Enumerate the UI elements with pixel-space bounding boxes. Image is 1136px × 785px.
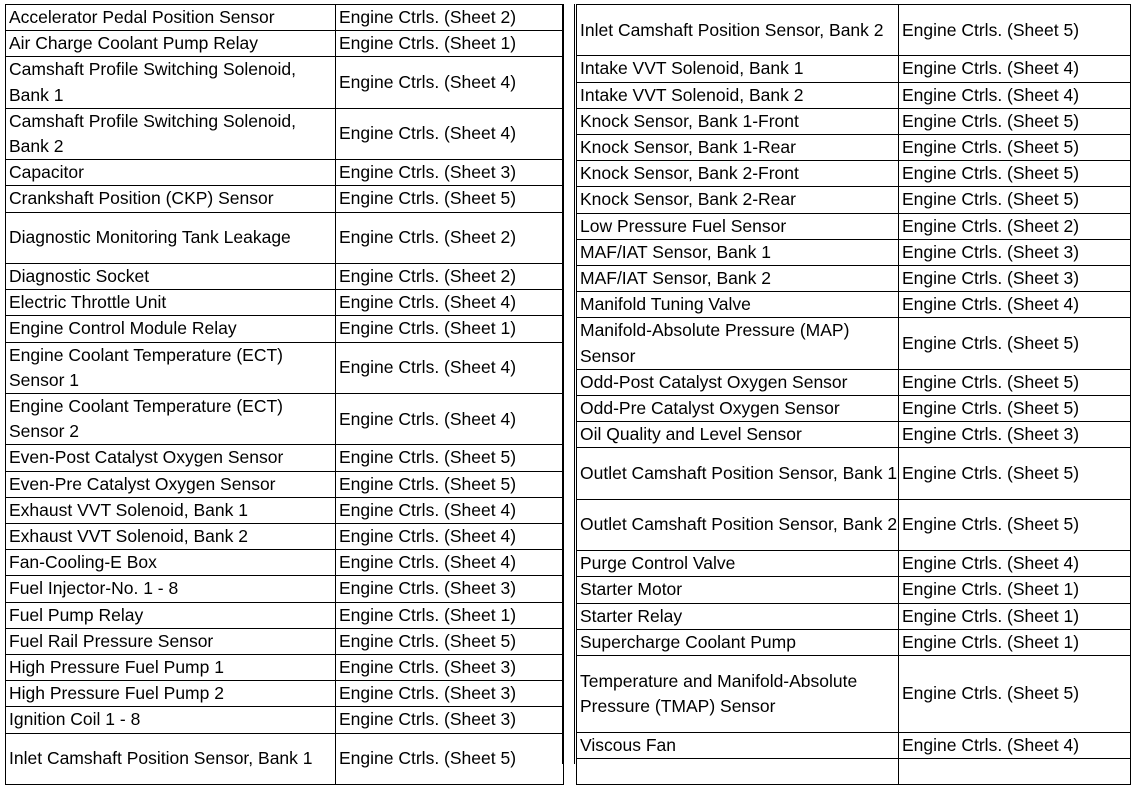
component-name-cell: Exhaust VVT Solenoid, Bank 2 xyxy=(6,524,336,550)
component-name-cell: Crankshaft Position (CKP) Sensor xyxy=(6,186,336,212)
table-row xyxy=(577,732,1131,758)
table-row xyxy=(6,733,564,784)
table-row xyxy=(6,655,564,681)
component-name-cell: Starter Motor xyxy=(577,577,899,603)
table-row xyxy=(6,394,564,445)
sheet-location-cell: Engine Ctrls. (Sheet 4) xyxy=(336,550,564,576)
table-row xyxy=(6,342,564,393)
sheet-location-cell: Engine Ctrls. (Sheet 1) xyxy=(899,603,1131,629)
sheet-location-cell: Engine Ctrls. (Sheet 1) xyxy=(336,31,564,57)
sheet-location-cell: Engine Ctrls. (Sheet 4) xyxy=(336,57,564,108)
sheet-location-cell: Engine Ctrls. (Sheet 5) xyxy=(899,187,1131,213)
component-name-cell: Inlet Camshaft Position Sensor, Bank 2 xyxy=(577,5,899,56)
table-row xyxy=(577,551,1131,577)
component-name-cell: Supercharge Coolant Pump xyxy=(577,629,899,655)
sheet-location-cell: Engine Ctrls. (Sheet 5) xyxy=(336,733,564,784)
sheet-location-cell: Engine Ctrls. (Sheet 5) xyxy=(336,628,564,654)
table-row xyxy=(577,603,1131,629)
sheet-location-cell: Engine Ctrls. (Sheet 3) xyxy=(336,681,564,707)
component-name-cell: Temperature and Manifold-Absolute Pressure (TMAP) Sensor xyxy=(577,656,899,733)
component-index-table-right xyxy=(576,4,1131,785)
sheet-location-cell: Engine Ctrls. (Sheet 3) xyxy=(336,160,564,186)
table-row xyxy=(6,602,564,628)
table-row xyxy=(577,629,1131,655)
component-name-cell: High Pressure Fuel Pump 2 xyxy=(6,681,336,707)
component-name-cell: Diagnostic Monitoring Tank Leakage xyxy=(6,212,336,263)
sheet-location-cell: Engine Ctrls. (Sheet 5) xyxy=(899,656,1131,733)
sheet-location-cell: Engine Ctrls. (Sheet 3) xyxy=(336,707,564,733)
table-row xyxy=(6,471,564,497)
component-name-cell: Inlet Camshaft Position Sensor, Bank 1 xyxy=(6,733,336,784)
component-name-cell: Fan-Cooling-E Box xyxy=(6,550,336,576)
component-name-cell: Starter Relay xyxy=(577,603,899,629)
sheet-location-cell: Engine Ctrls. (Sheet 4) xyxy=(336,108,564,159)
sheet-location-cell: Engine Ctrls. (Sheet 4) xyxy=(336,524,564,550)
component-name-cell: Capacitor xyxy=(6,160,336,186)
table-row xyxy=(6,108,564,159)
component-index-table-left xyxy=(5,4,564,785)
component-name-cell: Engine Coolant Temperature (ECT) Sensor 1 xyxy=(6,342,336,393)
table-row xyxy=(6,707,564,733)
table-row xyxy=(6,681,564,707)
sheet-location-cell: Engine Ctrls. (Sheet 5) xyxy=(899,396,1131,422)
sheet-location-cell: Engine Ctrls. (Sheet 2) xyxy=(336,5,564,31)
sheet-location-cell: Engine Ctrls. (Sheet 5) xyxy=(899,448,1131,499)
table-row xyxy=(6,264,564,290)
table-row xyxy=(6,160,564,186)
table-row xyxy=(577,369,1131,395)
component-name-cell: Viscous Fan xyxy=(577,732,899,758)
component-name-cell: Low Pressure Fuel Sensor xyxy=(577,213,899,239)
sheet-location-cell: Engine Ctrls. (Sheet 5) xyxy=(899,161,1131,187)
component-name-cell: Engine Coolant Temperature (ECT) Sensor 2 xyxy=(6,394,336,445)
component-name-cell: Fuel Rail Pressure Sensor xyxy=(6,628,336,654)
component-name-cell: Knock Sensor, Bank 1-Front xyxy=(577,108,899,134)
sheet-location-cell: Engine Ctrls. (Sheet 4) xyxy=(336,497,564,523)
sheet-location-cell: Engine Ctrls. (Sheet 3) xyxy=(899,239,1131,265)
table-row xyxy=(6,497,564,523)
table-row xyxy=(577,161,1131,187)
component-name-cell: Camshaft Profile Switching Solenoid, Bank 2 xyxy=(6,108,336,159)
table-row xyxy=(577,448,1131,499)
sheet-location-cell: Engine Ctrls. (Sheet 5) xyxy=(899,318,1131,369)
component-name-cell: Ignition Coil 1 - 8 xyxy=(6,707,336,733)
table-row xyxy=(577,499,1131,550)
sheet-location-cell: Engine Ctrls. (Sheet 4) xyxy=(336,290,564,316)
table-row xyxy=(577,422,1131,448)
table-row xyxy=(577,656,1131,733)
table-row xyxy=(577,187,1131,213)
sheet-location-cell: Engine Ctrls. (Sheet 1) xyxy=(899,577,1131,603)
right-table-body xyxy=(577,5,1131,785)
component-name-cell: Knock Sensor, Bank 2-Front xyxy=(577,161,899,187)
sheet-location-cell: Engine Ctrls. (Sheet 4) xyxy=(899,551,1131,577)
sheet-location-cell: Engine Ctrls. (Sheet 1) xyxy=(336,316,564,342)
component-name-cell: Knock Sensor, Bank 2-Rear xyxy=(577,187,899,213)
sheet-location-cell: Engine Ctrls. (Sheet 3) xyxy=(899,266,1131,292)
component-name-cell: Engine Control Module Relay xyxy=(6,316,336,342)
sheet-location-cell xyxy=(899,758,1131,784)
sheet-location-cell: Engine Ctrls. (Sheet 3) xyxy=(336,576,564,602)
column-divider xyxy=(562,4,575,764)
table-row xyxy=(6,550,564,576)
sheet-location-cell: Engine Ctrls. (Sheet 5) xyxy=(899,135,1131,161)
component-name-cell: Even-Post Catalyst Oxygen Sensor xyxy=(6,445,336,471)
sheet-location-cell: Engine Ctrls. (Sheet 4) xyxy=(899,82,1131,108)
component-name-cell: Air Charge Coolant Pump Relay xyxy=(6,31,336,57)
table-row xyxy=(6,576,564,602)
table-row xyxy=(577,318,1131,369)
table-row xyxy=(577,239,1131,265)
component-name-cell: Electric Throttle Unit xyxy=(6,290,336,316)
sheet-location-cell: Engine Ctrls. (Sheet 5) xyxy=(899,369,1131,395)
table-row xyxy=(577,82,1131,108)
sheet-location-cell: Engine Ctrls. (Sheet 3) xyxy=(336,655,564,681)
component-name-cell: Purge Control Valve xyxy=(577,551,899,577)
sheet-location-cell: Engine Ctrls. (Sheet 4) xyxy=(899,732,1131,758)
table-row xyxy=(6,524,564,550)
sheet-location-cell: Engine Ctrls. (Sheet 2) xyxy=(336,212,564,263)
table-row xyxy=(577,396,1131,422)
table-row xyxy=(577,266,1131,292)
table-row xyxy=(577,758,1131,784)
component-name-cell: Intake VVT Solenoid, Bank 2 xyxy=(577,82,899,108)
component-name-cell: Even-Pre Catalyst Oxygen Sensor xyxy=(6,471,336,497)
component-name-cell: Fuel Injector-No. 1 - 8 xyxy=(6,576,336,602)
table-row xyxy=(577,56,1131,82)
sheet-location-cell: Engine Ctrls. (Sheet 5) xyxy=(336,186,564,212)
sheet-location-cell: Engine Ctrls. (Sheet 5) xyxy=(899,108,1131,134)
table-row xyxy=(6,445,564,471)
component-name-cell: High Pressure Fuel Pump 1 xyxy=(6,655,336,681)
table-row xyxy=(6,31,564,57)
component-name-cell xyxy=(577,758,899,784)
sheet-location-cell: Engine Ctrls. (Sheet 1) xyxy=(336,602,564,628)
sheet-location-cell: Engine Ctrls. (Sheet 3) xyxy=(899,422,1131,448)
table-row xyxy=(6,316,564,342)
table-row xyxy=(6,5,564,31)
component-name-cell: Manifold Tuning Valve xyxy=(577,292,899,318)
sheet-location-cell: Engine Ctrls. (Sheet 2) xyxy=(899,213,1131,239)
table-row xyxy=(577,577,1131,603)
sheet-location-cell: Engine Ctrls. (Sheet 5) xyxy=(336,471,564,497)
table-row xyxy=(6,212,564,263)
component-name-cell: Intake VVT Solenoid, Bank 1 xyxy=(577,56,899,82)
sheet-location-cell: Engine Ctrls. (Sheet 4) xyxy=(899,292,1131,318)
component-name-cell: Outlet Camshaft Position Sensor, Bank 2 xyxy=(577,499,899,550)
table-row xyxy=(577,292,1131,318)
sheet-location-cell: Engine Ctrls. (Sheet 5) xyxy=(899,5,1131,56)
component-name-cell: Manifold-Absolute Pressure (MAP) Sensor xyxy=(577,318,899,369)
table-row xyxy=(6,290,564,316)
component-name-cell: Outlet Camshaft Position Sensor, Bank 1 xyxy=(577,448,899,499)
component-name-cell: Accelerator Pedal Position Sensor xyxy=(6,5,336,31)
sheet-location-cell: Engine Ctrls. (Sheet 5) xyxy=(336,445,564,471)
component-name-cell: Knock Sensor, Bank 1-Rear xyxy=(577,135,899,161)
table-row xyxy=(577,5,1131,56)
table-row xyxy=(577,213,1131,239)
left-table-body xyxy=(6,5,564,785)
table-row xyxy=(6,57,564,108)
sheet-location-cell: Engine Ctrls. (Sheet 4) xyxy=(899,56,1131,82)
sheet-location-cell: Engine Ctrls. (Sheet 1) xyxy=(899,629,1131,655)
table-row xyxy=(577,108,1131,134)
sheet-location-cell: Engine Ctrls. (Sheet 5) xyxy=(899,499,1131,550)
component-name-cell: Fuel Pump Relay xyxy=(6,602,336,628)
sheet-location-cell: Engine Ctrls. (Sheet 2) xyxy=(336,264,564,290)
component-name-cell: Camshaft Profile Switching Solenoid, Bank 1 xyxy=(6,57,336,108)
sheet-location-cell: Engine Ctrls. (Sheet 4) xyxy=(336,394,564,445)
component-name-cell: Odd-Pre Catalyst Oxygen Sensor xyxy=(577,396,899,422)
component-name-cell: Exhaust VVT Solenoid, Bank 1 xyxy=(6,497,336,523)
table-row xyxy=(6,186,564,212)
table-row xyxy=(6,628,564,654)
component-name-cell: Diagnostic Socket xyxy=(6,264,336,290)
component-name-cell: MAF/IAT Sensor, Bank 2 xyxy=(577,266,899,292)
sheet-location-cell: Engine Ctrls. (Sheet 4) xyxy=(336,342,564,393)
component-name-cell: Oil Quality and Level Sensor xyxy=(577,422,899,448)
table-row xyxy=(577,135,1131,161)
component-name-cell: MAF/IAT Sensor, Bank 1 xyxy=(577,239,899,265)
component-name-cell: Odd-Post Catalyst Oxygen Sensor xyxy=(577,369,899,395)
